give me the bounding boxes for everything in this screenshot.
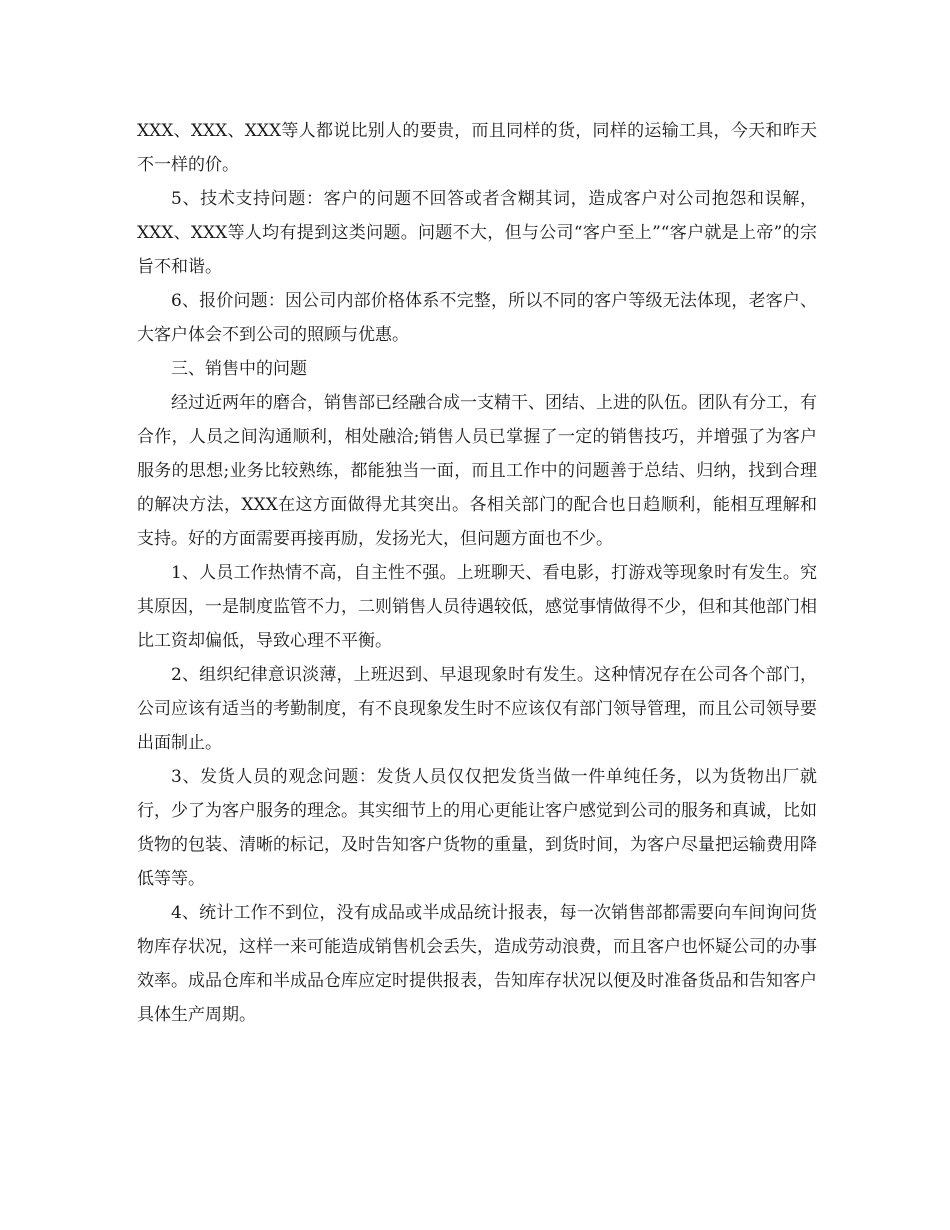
document-body — [137, 114, 817, 1032]
paragraph-issue-2-discipline: 2、组织纪律意识淡薄，上班迟到、早退现象时有发生。这种情况存在公司各个部门，公司应该有适当的考勤制度，有不良现象发生时不应该仅有部门领导管理，而且公司领导要出面制止。 — [137, 665, 817, 753]
section-heading-sales-issues: 三、销售中的问题 — [171, 359, 307, 379]
paragraph-issue-4-statistics: 4、统计工作不到位，没有成品或半成品统计报表，每一次销售部都需要向车间询问货物库存状况，这样一来可能造成销售机会丢失，造成劳动浪费，而且客户也怀疑公司的办事效率。成品仓库和半成品仓库应定时提供报表，告知库存状况以便及时准备货品和告知客户具体生产周期。 — [137, 903, 817, 1025]
paragraph-tech-support-issue: 5、技术支持问题：客户的问题不回答或者含糊其词，造成客户对公司抱怨和误解，XXX、XXX等人均有提到这类问题。问题不大，但与公司“客户至上”“客户就是上帝”的宗旨不和谐。 — [137, 189, 817, 277]
paragraph-continued-pricing: XXX、XXX、XXX等人都说比别人的要贵，而且同样的货，同样的运输工具，今天和昨天不一样的价。 — [137, 121, 817, 175]
paragraph-issue-3-shipping: 3、发货人员的观念问题：发货人员仅仅把发货当做一件单纯任务，以为货物出厂就行，少了为客户服务的理念。其实细节上的用心更能让客户感觉到公司的服务和真诚，比如货物的包装、清晰的标记，及时告知客户货物的重量，到货时间，为客户尽量把运输费用降低等等。 — [137, 767, 817, 889]
paragraph-quotation-issue: 6、报价问题：因公司内部价格体系不完整，所以不同的客户等级无法体现，老客户、大客户体会不到公司的照顾与优惠。 — [137, 291, 817, 345]
paragraph-team-overview: 经过近两年的磨合，销售部已经融合成一支精干、团结、上进的队伍。团队有分工，有合作，人员之间沟通顺利，相处融洽;销售人员已掌握了一定的销售技巧，并增强了为客户服务的思想;业务比较熟练，都能独当一面，而且工作中的问题善于总结、归纳，找到合理的解决方法，XXX在这方面做得尤其突出。各相关部门的配合也日趋顺利，能相互理解和支持。好的方面需要再接再励，发扬光大，但问题方面也不少。 — [137, 393, 817, 549]
paragraph-issue-1-motivation: 1、人员工作热情不高，自主性不强。上班聊天、看电影，打游戏等现象时有发生。究其原因，一是制度监管不力，二则销售人员待遇较低，感觉事情做得不少，但和其他部门相比工资却偏低，导致心理不平衡。 — [137, 563, 817, 651]
